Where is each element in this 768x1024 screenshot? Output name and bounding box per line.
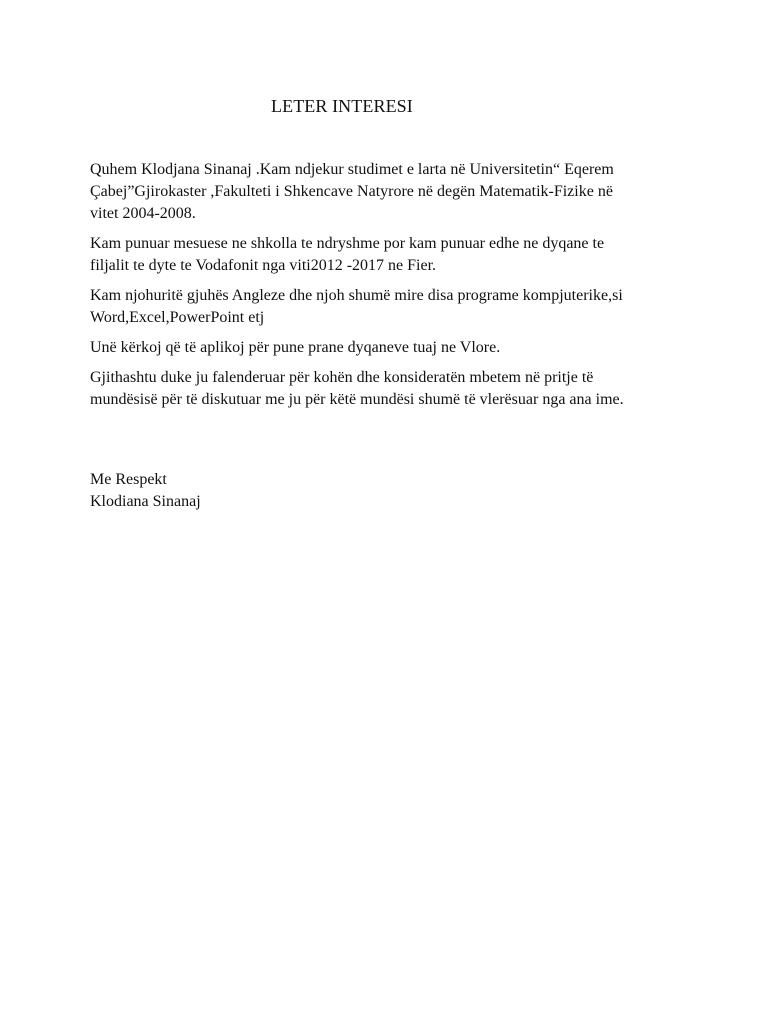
signature-name: Klodiana Sinanaj: [90, 493, 201, 510]
paragraph-intro: [90, 159, 710, 225]
paragraph-line: vitet 2004-2008.: [90, 205, 196, 222]
paragraph-line: Kam punuar mesuese ne shkolla te ndryshme por kam punuar edhe ne dyqane te: [90, 235, 605, 252]
paragraph-line: Çabej”Gjirokaster ,Fakulteti i Shkencave Natyrore në degën Matematik-Fizike në: [90, 183, 613, 200]
paragraph-line: mundësisë për të diskutuar me ju për këtë mundësi shumë të vlerësuar nga ana ime.: [90, 391, 624, 408]
paragraph-skills: [90, 285, 710, 329]
letter-body: [90, 159, 710, 419]
letter-closing: [90, 469, 201, 513]
paragraph-application: [90, 337, 710, 359]
paragraph-experience: [90, 233, 710, 277]
paragraph-thanks: [90, 367, 710, 411]
paragraph-line: Word,Excel,PowerPoint etj: [90, 309, 265, 326]
paragraph-line: Quhem Klodjana Sinanaj .Kam ndjekur studimet e larta në Universitetin“ Eqerem: [90, 161, 614, 178]
paragraph-line: Unë kërkoj që të aplikoj për pune prane dyqaneve tuaj ne Vlore.: [90, 339, 501, 356]
paragraph-line: Kam njohuritë gjuhës Angleze dhe njoh shumë mire disa programe kompjuterike,si: [90, 287, 623, 304]
letter-title: LETER INTERESI: [271, 96, 413, 116]
paragraph-line: Gjithashtu duke ju falenderuar për kohën dhe konsideratën mbetem në pritje të: [90, 369, 594, 386]
paragraph-line: filjalit te dyte te Vodafonit nga viti2012 -2017 ne Fier.: [90, 257, 437, 274]
salutation: Me Respekt: [90, 471, 167, 488]
